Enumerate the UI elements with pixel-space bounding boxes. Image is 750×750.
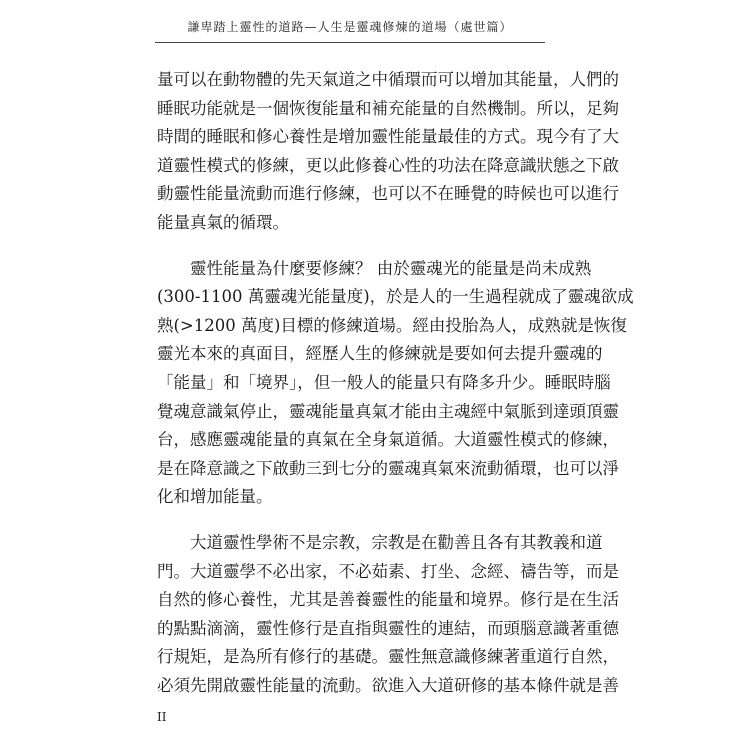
- body-text: [157, 66, 634, 717]
- text-line: 台，感應靈魂能量的真氣在全身氣道循。大道靈性模式的修練，: [157, 430, 619, 450]
- paragraph: [157, 66, 619, 238]
- text-line: 道靈性模式的修練，更以此修養心性的功法在降意識狀態之下啟: [157, 155, 619, 175]
- text-line: 必須先開啟靈性能量的流動。欲進入大道研修的基本條件就是善: [157, 675, 619, 695]
- text-line: 睡眠功能就是一個恢復能量和補充能量的自然機制。所以，足夠: [157, 98, 619, 118]
- text-line: 是在降意識之下啟動三到七分的靈魂真氣來流動循環，也可以淨: [157, 458, 619, 478]
- text-line: 化和增加能量。: [157, 487, 273, 507]
- text-line: 動靈性能量流動而進行修練，也可以不在睡覺的時候也可以進行: [157, 184, 619, 204]
- text-line: 的點點滴滴，靈性修行是直指與靈性的連結，而頭腦意識著重德: [157, 618, 619, 638]
- text-line: 自然的修心養性，尤其是善養靈性的能量和境界。修行是在生活: [157, 590, 619, 610]
- page-number: II: [157, 710, 167, 724]
- text-line: 「能量」和「境界」，但一般人的能量只有降多升少。睡眠時腦: [157, 372, 611, 392]
- text-line: 門。大道靈學不必出家，不必茹素、打坐、念經、禱告等，而是: [157, 561, 619, 581]
- text-line: (300-1100 萬靈魂光能量度)，於是人的一生過程就成了靈魂欲成: [157, 287, 634, 307]
- text-line: 能量真氣的循環。: [157, 212, 289, 232]
- header-rule: [155, 42, 545, 43]
- text-line: 行規矩，是為所有修行的基礎。靈性無意識修練著重道行自然，: [157, 647, 619, 667]
- text-line: 覺魂意識氣停止，靈魂能量真氣才能由主魂經中氣脈到達頭頂靈: [157, 401, 619, 421]
- text-line: 熟(>1200 萬度)目標的修練道場。經由投胎為人，成熟就是恢復: [157, 315, 627, 335]
- text-line: 大道靈性學術不是宗教，宗教是在勸善且各有其教義和道: [157, 532, 603, 552]
- text-line: 量可以在動物體的先天氣道之中循環而可以增加其能量，人們的: [157, 70, 619, 89]
- text-line: 靈光本來的真面目，經歷人生的修練就是要如何去提升靈魂的: [157, 344, 603, 364]
- paragraph: [157, 529, 619, 701]
- text-line: 時間的睡眠和修心養性是增加靈性能量最佳的方式。現今有了大: [157, 127, 619, 147]
- paragraph: [157, 255, 634, 512]
- running-header: 謙卑踏上靈性的道路—人生是靈魂修煉的道場（處世篇）: [187, 20, 513, 34]
- text-line: 靈性能量為什麼要修練？ 由於靈魂光的能量是尚未成熟: [157, 258, 592, 278]
